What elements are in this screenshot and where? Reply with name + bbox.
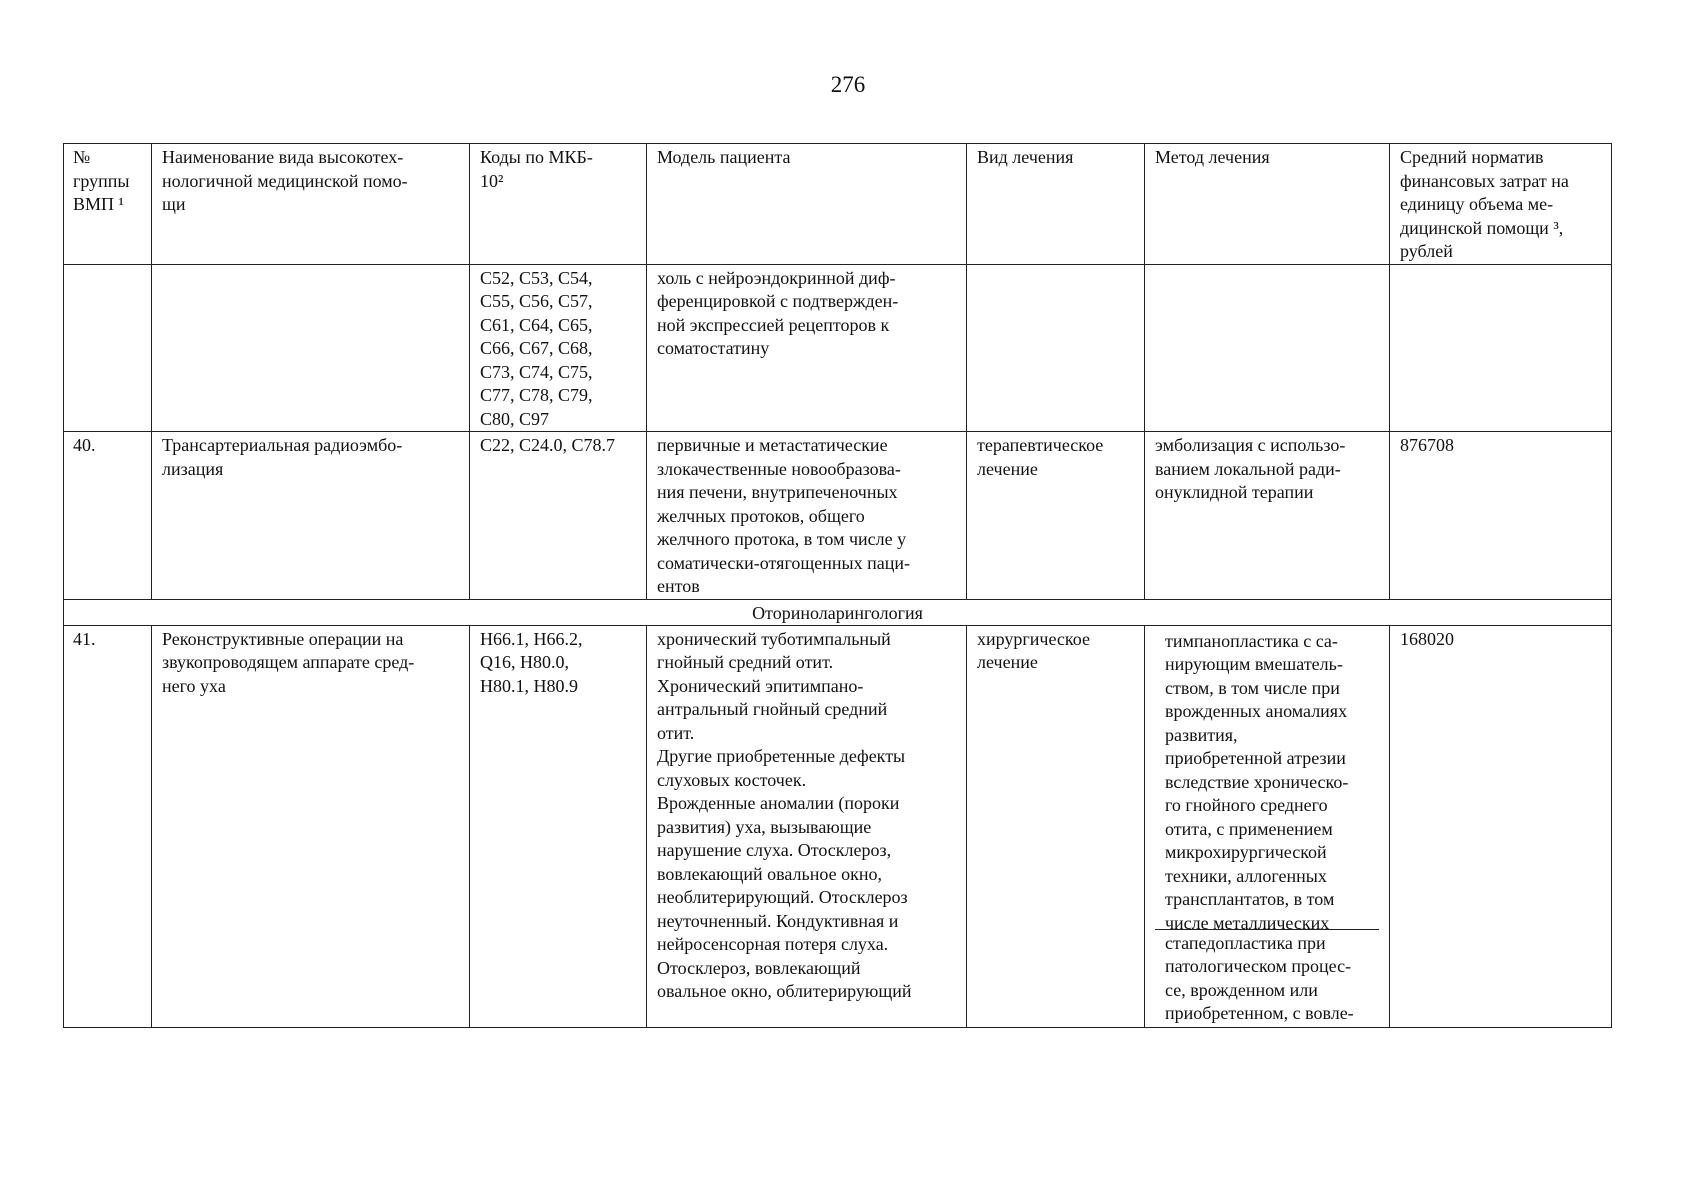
text-line: антральный гнойный средний (657, 699, 888, 719)
text-line: Модель пациента (657, 147, 791, 167)
text-line: ференцировкой с подтвержден- (657, 291, 899, 311)
text-line: Метод лечения (1155, 147, 1270, 167)
text-line: тимпанопластика с са- (1165, 630, 1338, 651)
header-group-number (64, 144, 152, 265)
cont-model-cell (647, 264, 967, 432)
text-line: вовлекающий овальное окно, (657, 863, 882, 884)
text-line: нейросенсорная потеря слуха. (657, 934, 889, 954)
text-line: вследствие хроническо- (1165, 771, 1349, 792)
text-line: Хронический эпитимпано- (657, 675, 864, 696)
header-patient-model (647, 144, 967, 265)
header-treatment-method (1145, 144, 1390, 265)
row-41-treatment (967, 625, 1145, 1027)
text-line: нарушение слуха. Отосклероз, (657, 840, 892, 860)
header-treatment-type (967, 144, 1145, 265)
text-line: С77, С78, С79, (480, 385, 593, 405)
text-line: числе металлических (1165, 912, 1330, 933)
text-line: дицинской помощи ³, (1400, 217, 1564, 238)
row-40-name (152, 432, 470, 600)
text-line: С80, С97 (480, 408, 550, 429)
text-line: гнойный средний отит. (657, 652, 834, 672)
header-care-type-name (152, 144, 470, 265)
text-line: С52, С53, С54, (480, 267, 593, 288)
section-header-row (64, 599, 1612, 625)
text-line: холь с нейроэндокринной диф- (657, 267, 896, 288)
text-line: Реконструктивные операции на (162, 628, 404, 649)
text-line: С61, С64, С65, (480, 314, 593, 335)
text-line: соматостатину (657, 338, 770, 358)
text-line: финансовых затрат на (1400, 170, 1569, 191)
text-line: техники, аллогенных (1165, 865, 1327, 886)
text-line: микрохирургической (1165, 842, 1327, 862)
text-line: Н80.1, Н80.9 (480, 675, 578, 696)
text-line: онуклидной терапии (1155, 482, 1314, 502)
cont-name-cell (152, 264, 470, 432)
text-line: нологичной медицинской помо- (162, 170, 408, 191)
table-row-41 (64, 625, 1612, 1027)
row-41-method-stapedoplasty (1155, 929, 1379, 1028)
text-line: Q16, Н80.0, (480, 652, 569, 672)
row-41-cost: 168020 (1390, 625, 1612, 1027)
text-line: Средний норматив (1400, 147, 1544, 167)
text-line: Отосклероз, вовлекающий (657, 957, 861, 978)
row-41-method-tympanoplasty (1155, 628, 1379, 933)
text-line: го гнойного среднего (1165, 795, 1328, 815)
text-line: щи (162, 194, 186, 214)
table-header-row (64, 144, 1612, 265)
text-line: развития) уха, вызывающие (657, 816, 872, 837)
text-line: отита, с применением (1165, 818, 1333, 839)
text-line: Н66.1, Н66.2, (480, 628, 583, 649)
text-line: С73, С74, С75, (480, 361, 593, 382)
text-line: злокачественные новообразова- (657, 458, 901, 479)
text-line: лечение (977, 458, 1038, 479)
cont-method-cell (1145, 264, 1390, 432)
text-line: желчных протоков, общего (657, 505, 865, 526)
text-line: патологическом процес- (1165, 956, 1352, 976)
row-41-model (647, 625, 967, 1027)
text-line: соматически-отягощенных паци- (657, 552, 910, 573)
text-line: С55, С56, С57, (480, 291, 593, 311)
text-line: се, врожденном или (1165, 979, 1318, 1000)
text-line: отит. (657, 722, 695, 743)
text-line: лизация (162, 458, 224, 479)
text-line: хирургическое (977, 628, 1090, 649)
text-line: рублей (1400, 241, 1453, 261)
text-line: хронический туботимпальный (657, 628, 891, 649)
text-line: терапевтическое (977, 435, 1104, 455)
cont-codes-cell (470, 264, 647, 432)
text-line: ВМП ¹ (73, 194, 124, 214)
text-line: необлитерирующий. Отосклероз (657, 887, 908, 907)
row-40-treatment (967, 432, 1145, 600)
section-title: Оториноларингология (64, 599, 1612, 625)
row-40-codes (470, 432, 647, 600)
text-line: ством, в том числе при (1165, 677, 1340, 698)
text-line: развития, (1165, 724, 1238, 745)
text-line: Трансартериальная радиоэмбо- (162, 435, 403, 455)
text-line: № (73, 147, 91, 167)
row-41-codes (470, 625, 647, 1027)
text-line: ентов (657, 576, 700, 596)
cont-cost-cell (1390, 264, 1612, 432)
header-average-cost (1390, 144, 1612, 265)
text-line: группы (73, 170, 130, 191)
page-number: 276 (830, 72, 866, 97)
text-line: С22, С24.0, С78.7 (480, 435, 616, 455)
text-line: первичные и метастатические (657, 435, 888, 455)
row-41-name (152, 625, 470, 1027)
table-row-40 (64, 432, 1612, 600)
text-line: желчного протока, в том числе у (657, 529, 907, 549)
text-line: 10² (480, 170, 504, 191)
row-41-number: 41. (64, 625, 152, 1027)
row-40-method (1145, 432, 1390, 600)
cont-treatment-cell (967, 264, 1145, 432)
cont-number-cell (64, 264, 152, 432)
text-line: неуточненный. Кондуктивная и (657, 910, 899, 931)
text-line: ной экспрессией рецепторов к (657, 314, 890, 335)
text-line: Вид лечения (977, 147, 1074, 167)
text-line: нирующим вмешатель- (1165, 654, 1343, 674)
text-line: стапедопластика при (1165, 932, 1326, 953)
text-line: ванием локальной ради- (1155, 458, 1341, 479)
text-line: Врожденные аномалии (пороки (657, 793, 900, 813)
text-line: трансплантатов, в том (1165, 889, 1335, 909)
text-line: приобретенной атрезии (1165, 748, 1346, 768)
text-line: Коды по МКБ- (480, 147, 593, 167)
text-line: С66, С67, С68, (480, 338, 593, 358)
text-line: Другие приобретенные дефекты (657, 746, 906, 766)
text-line: слуховых косточек. (657, 769, 807, 790)
text-line: единицу объема ме- (1400, 194, 1554, 214)
row-40-cost: 876708 (1390, 432, 1612, 600)
table-row-continued (64, 264, 1612, 432)
text-line: Наименование вида высокотех- (162, 147, 404, 167)
row-40-model (647, 432, 967, 600)
text-line: лечение (977, 652, 1038, 672)
text-line: врожденных аномалиях (1165, 701, 1348, 721)
text-line: звукопроводящем аппарате сред- (162, 652, 415, 672)
text-line: эмболизация с использо- (1155, 435, 1346, 455)
text-line: овальное окно, облитерирующий (657, 981, 912, 1001)
row-41-method (1145, 625, 1390, 1027)
text-line: ния печени, внутрипеченочных (657, 482, 898, 502)
text-line: него уха (162, 675, 226, 696)
header-icd-codes (470, 144, 647, 265)
vmp-table (63, 143, 1612, 1028)
text-line: приобретенном, с вовле- (1165, 1003, 1354, 1023)
row-40-number: 40. (64, 432, 152, 600)
